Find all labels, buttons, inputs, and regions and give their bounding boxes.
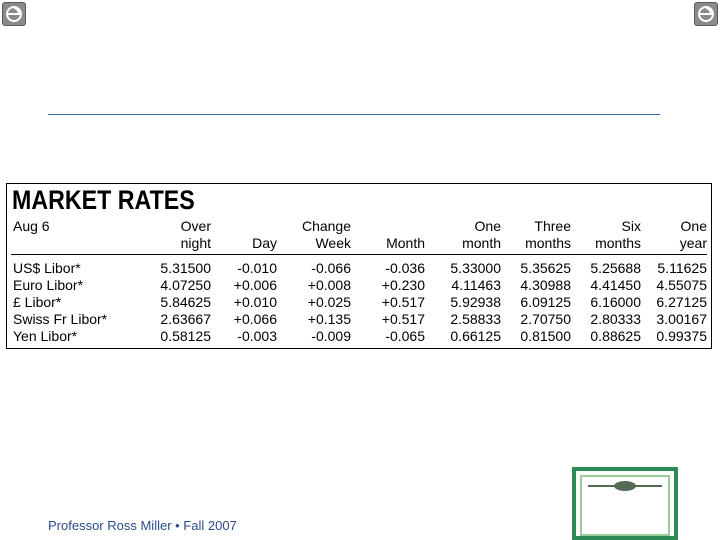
header-overnight: Over night	[180, 218, 211, 251]
header-one-month: One month	[462, 218, 501, 251]
header-week: Change Week	[301, 218, 351, 251]
header-three-months: Three months	[525, 218, 571, 251]
table-title: MARKET RATES	[12, 185, 195, 215]
eagle-emblem-icon	[614, 481, 636, 491]
header-six-months: Six months	[595, 218, 641, 251]
table-row: Yen Libor* 0.58125 -0.003 -0.009 -0.065 0.66125 0.81500 0.88625 0.99375	[13, 328, 707, 344]
table-row: US$ Libor* 5.31500 -0.010 -0.066 -0.036 5.33000 5.35625 5.25688 5.11625	[13, 260, 707, 276]
table-row: Euro Libor* 4.07250 +0.006 +0.008 +0.230 4.11463 4.30988 4.41450 4.55075	[13, 277, 707, 293]
table-row: £ Libor* 5.84625 +0.010 +0.025 +0.517 5.92938 6.09125 6.16000 6.27125	[13, 294, 707, 310]
browser-icon[interactable]	[2, 2, 26, 26]
header-day: Day	[252, 235, 277, 251]
market-rates-table	[6, 183, 712, 349]
header-one-year: One year	[679, 218, 707, 251]
table-date: Aug 6	[13, 218, 50, 234]
browser-icon[interactable]	[694, 2, 718, 26]
certificate-image	[572, 467, 678, 540]
title-divider	[48, 114, 660, 115]
table-row: Swiss Fr Libor* 2.63667 +0.066 +0.135 +0.517 2.58833 2.70750 2.80333 3.00167	[13, 311, 707, 327]
footer-credit: Professor Ross Miller • Fall 2007	[48, 518, 237, 533]
header-divider	[11, 254, 707, 255]
header-month: Month	[386, 235, 425, 251]
